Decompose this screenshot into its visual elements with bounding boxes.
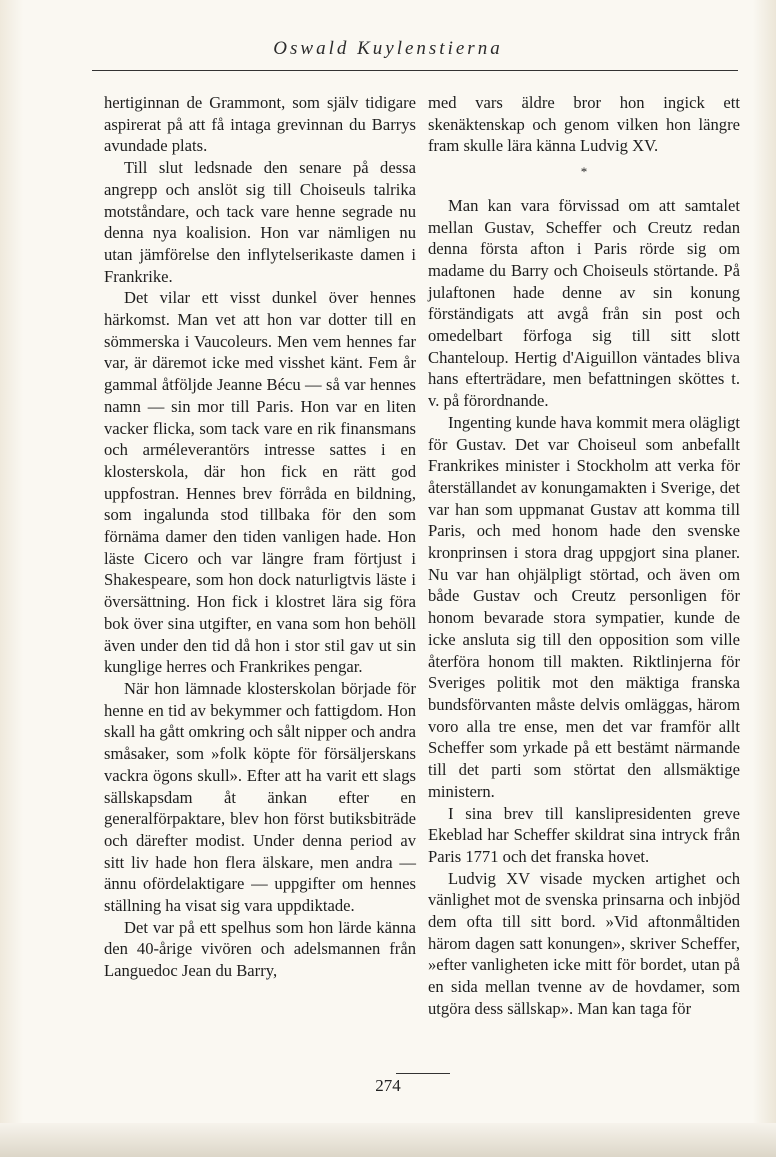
paragraph: Till slut ledsnade den senare på dessa angrepp och anslöt sig till Choiseuls talrika motståndare, och tack vare henne segrade nu denna nya koalision. Hon var nämligen nu utan jämförelse den inflytelserikaste damen i Frankrike. [104,158,416,286]
section-separator: * [580,164,588,180]
paragraph: Ludvig XV visade mycken artighet och vänlighet mot de svenska prinsarna och inbjöd dem ofta till sitt bord. »Vid aftonmåltiden härom dagen satt konungen», skriver Scheffer, »efter vanligheten icke mitt för bordet, utan på en sida mellan tvenne av de hovdamer, som utgöra dess sällskap». Man kan taga för [428,868,740,1018]
paragraph: Man kan vara förvissad om att samtalet mellan Gustav, Scheffer och Creutz redan denna första afton i Paris rörde sig om madame du Barry och Choiseuls störtande. På julaftonen hade denne av sin konung förständigats att avgå från sin post och omedelbart förfoga sig till sitt slott Chanteloup. Hertig d'Aiguillon väntades bliva hans efterträdare, men befattningen sköttes t. v. på förordnande. [428,195,740,411]
paragraph: När hon lämnade klosterskolan började för henne en tid av bekymmer och fattigdom. Hon skall ha gått omkring och sålt nipper och andra småsaker, som »folk köpte för försäljerskans vackra ögons skull». Efter att ha varit ett slags sällskapsdam åt änkan efter en generalförpaktare, blev hon först butiksbiträde och därefter modist. Under denna period av sitt liv hade hon flera älskare, men andra — ännu ofördelaktigare — uppgifter om hennes ställning ha visat sig vara uppdiktade. [104,678,416,916]
paragraph-continuation: hertiginnan de Grammont, som själv tidigare aspirerat på att få intaga grevinnan du Barrys avundade plats. [104,93,416,156]
page-bottom-edge [0,1123,776,1157]
page-number: 274 [375,1076,401,1095]
right-column [428,92,740,1020]
header-rule [92,70,738,71]
left-column [104,92,416,982]
paragraph: Det vilar ett visst dunkel över hennes härkomst. Man vet att hon var dotter till en sömmerska i Vaucoleurs. Men vem hennes far var, är däremot icke med visshet känt. Fem år gammal åtföljde Jeanne Bécu — så var hennes namn — sin mor till Paris. Hon var en liten vacker flicka, som tack vare en rik finansmans och arméleverantörs intresse sattes i en klosterskola, där hon fick en rätt god uppfostran. Hennes brev förråda en bildning, som ingalunda stod tillbaka för den som förnäma damer den tiden vanligen hade. Hon läste Cicero och var längre fram förtjust i Shakespeare, som hon dock naturligtvis läste i översättning. Hon fick i klostret lära sig föra bok över sina utgifter, en vana som hon behöll även under den tid då hon i stor stil gav ut sin kunglige herres och Frankrikes pengar. [104,288,416,677]
footer-rule [396,1073,450,1074]
paragraph: I sina brev till kanslipresidenten greve Ekeblad har Scheffer skildrat sina intryck från Paris 1771 och det franska hovet. [428,803,740,866]
paragraph: Det var på ett spelhus som hon lärde känna den 40-årige vivören och adelsmannen från Languedoc Jean du Barry, [104,917,416,981]
running-header: Oswald Kuylenstierna [273,38,503,59]
paragraph: Ingenting kunde hava kommit mera olägligt för Gustav. Det var Choiseul som anbefallt Frankrikes minister i Stockholm att verka för återställandet av konungamakten i Sverige, det var han som uppmanat Gustav att komma till Paris, och med honom hade den svenske kronprinsen i stora drag uppgjort sina planer. Nu var han ohjälpligt störtad, och även om både Gustav och Creutz personligen för honom bevarade stora sympatier, kunde de icke ansluta sig till den opposition som ville återföra honom till makten. Riktlinjerna för Sveriges politik mot den mäktiga franska bundsförvanten måste delvis omläggas, härom voro alla tre ense, men det var framför allt Scheffer som yrkade på ett bestämt närmande till det parti som störtat den allsmäktige ministern. [428,412,740,801]
paragraph-continuation: med vars äldre bror hon ingick ett skenäktenskap och genom vilken hon längre fram skulle lära känna Ludvig XV. [428,93,740,156]
